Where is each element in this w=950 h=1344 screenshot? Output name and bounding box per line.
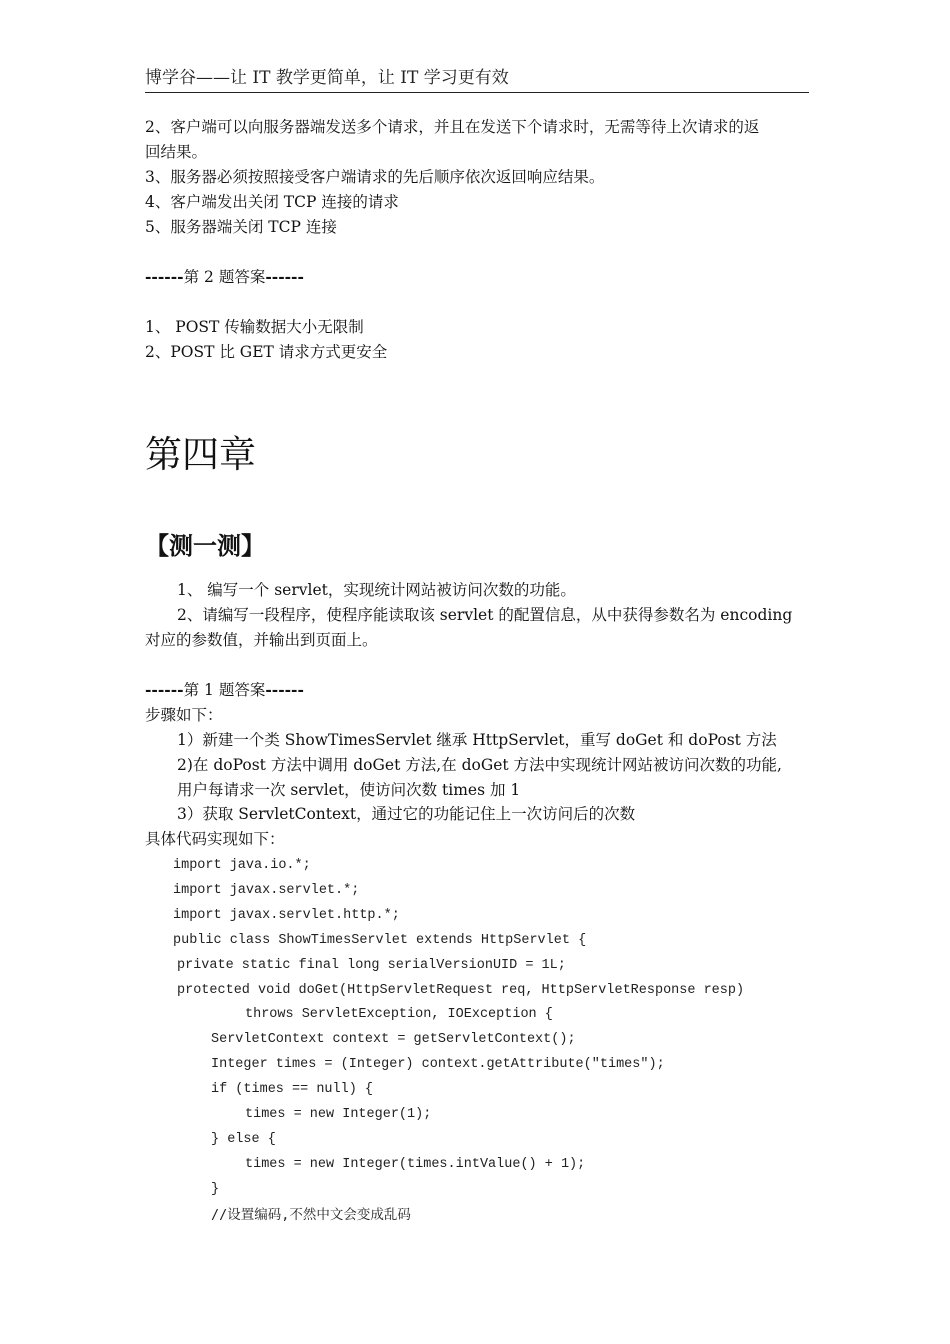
step-item: 1）新建一个类 ShowTimesServlet 继承 HttpServlet，重写 doGet 和 doPost 方法 — [177, 731, 777, 749]
list-item: 4、客户端发出关闭 TCP 连接的请求 — [145, 193, 399, 211]
code-line: import java.io.*; — [173, 858, 311, 873]
heading-dashes: ------ — [265, 680, 304, 699]
code-line: times = new Integer(1); — [245, 1107, 432, 1122]
code-line: } — [211, 1182, 220, 1197]
code-line: public class ShowTimesServlet extends HttpServlet { — [173, 933, 587, 948]
step-item: 2)在 doPost 方法中调用 doGet 方法,在 doGet 方法中实现统计网站被访问次数的功能, — [177, 756, 782, 774]
list-item: 2、客户端可以向服务器端发送多个请求，并且在发送下个请求时，无需等待上次请求的返 — [145, 118, 760, 136]
heading-dashes: ------ — [145, 267, 184, 286]
list-item: 5、服务器端关闭 TCP 连接 — [145, 218, 337, 236]
step-item: 用户每请求一次 servlet，使访问次数 times 加 1 — [177, 781, 521, 799]
answer-2-heading — [145, 266, 304, 288]
code-line: import javax.servlet.http.*; — [173, 908, 400, 923]
code-line: ServletContext context = getServletContext(); — [211, 1032, 576, 1047]
code-line: import javax.servlet.*; — [173, 883, 360, 898]
code-line: if (times == null) { — [211, 1082, 374, 1097]
code-intro: 具体代码实现如下： — [145, 830, 285, 848]
heading-dashes: ------ — [265, 267, 304, 286]
heading-text: 第 2 题答案 — [183, 268, 266, 286]
code-line: times = new Integer(times.intValue() + 1); — [245, 1157, 586, 1172]
question-item: 1、 编写一个 servlet，实现统计网站被访问次数的功能。 — [177, 581, 576, 599]
steps-intro: 步骤如下： — [145, 706, 223, 724]
answer-item: 1、 POST 传输数据大小无限制 — [145, 318, 364, 336]
chapter-title: 第四章 — [145, 433, 256, 476]
code-line: private static final long serialVersionUID = 1L; — [177, 958, 566, 973]
question-item: 2、请编写一段程序，使程序能读取该 servlet 的配置信息，从中获得参数名为 encoding — [177, 606, 793, 624]
code-line: Integer times = (Integer) context.getAttribute("times"); — [211, 1057, 665, 1072]
list-item: 回结果。 — [145, 143, 208, 161]
step-item: 3）获取 ServletContext，通过它的功能记住上一次访问后的次数 — [177, 805, 636, 823]
question-item: 对应的参数值，并输出到页面上。 — [145, 631, 378, 649]
answer-item: 2、POST 比 GET 请求方式更安全 — [145, 343, 388, 361]
page-header: 博学谷——让 IT 教学更简单，让 IT 学习更有效 — [145, 66, 809, 93]
list-item: 3、服务器必须按照接受客户端请求的先后顺序依次返回响应结果。 — [145, 168, 605, 186]
answer-1-heading — [145, 679, 304, 701]
code-comment: //设置编码,不然中文会变成乱码 — [211, 1207, 411, 1223]
code-line: throws ServletException, IOException { — [245, 1007, 553, 1022]
heading-dashes: ------ — [145, 680, 184, 699]
section-title: 【测一测】 — [145, 532, 265, 560]
code-line: protected void doGet(HttpServletRequest req, HttpServletResponse resp) — [177, 983, 745, 998]
heading-text: 第 1 题答案 — [183, 681, 266, 699]
code-line: } else { — [211, 1132, 276, 1147]
